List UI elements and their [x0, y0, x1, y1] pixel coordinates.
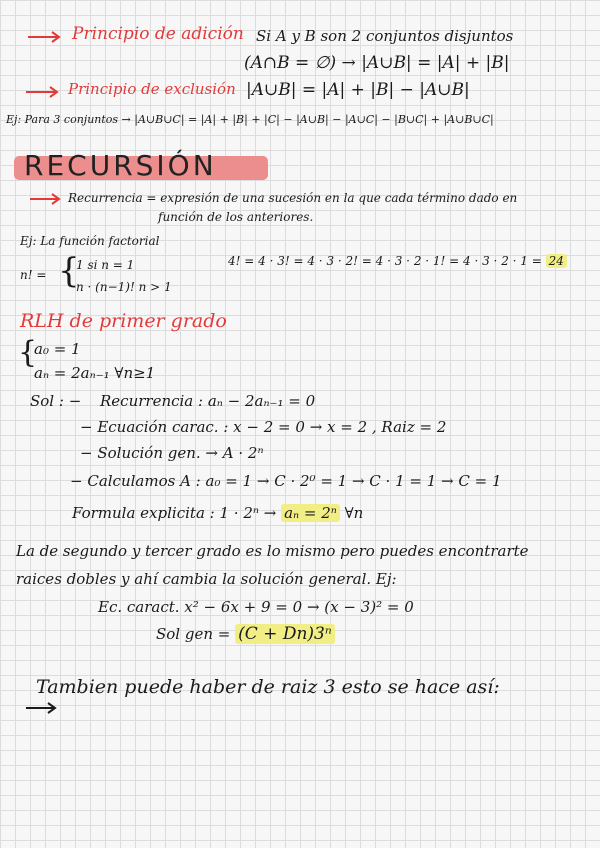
principio-adicion-formula: (A∩B = ∅) → |A∪B| = |A| + |B| — [244, 53, 510, 73]
principio-adicion-label: Principio de adición — [72, 24, 244, 44]
factorial-case-1: 1 si n = 1 — [76, 258, 135, 272]
ejemplo-tres-conjuntos: Ej: Para 3 conjuntos → |A∪B∪C| = |A| + |B| + |C| − |A∪B| − |A∪C| − |B∪C| + |A∪B∪C| — [6, 113, 494, 126]
ecuacion-caracteristica: Ec. caract. x² − 6x + 9 = 0 → (x − 3)² = 0 — [98, 598, 414, 616]
rlh-title: RLH de primer grado — [20, 310, 227, 332]
grado-2-texto-1: La de segundo y tercer grado es lo mismo pero puedes encontrarte — [16, 542, 529, 560]
system-brace: { — [18, 335, 38, 370]
formula-explicita-result: aₙ = 2ⁿ — [281, 504, 340, 522]
formula-explicita — [72, 504, 363, 522]
solucion-ecuacion: − Ecuación carac. : x − 2 = 0 → x = 2 , Raiz = 2 — [80, 418, 447, 436]
solucion-general-2 — [156, 624, 335, 644]
solucion-general-2-result: (C + Dn)3ⁿ — [235, 624, 335, 644]
recurrencia-definicion-1: Recurrencia = expresión de una sucesión en la que cada término dado en — [68, 191, 518, 205]
formula-explicita-tail: ∀n — [344, 504, 364, 522]
factorial-brace: { — [58, 251, 80, 291]
solucion-calculo: − Calculamos A : a₀ = 1 → C · 2⁰ = 1 → C · 1 = 1 → C = 1 — [70, 472, 502, 490]
principio-exclusion-label: Principio de exclusión — [68, 80, 236, 98]
factorial-case-2: n · (n−1)! n > 1 — [76, 280, 172, 294]
solucion-general: − Solución gen. → A · 2ⁿ — [80, 444, 264, 462]
section-title: RECURSIÓN — [24, 149, 217, 182]
solucion-label: Sol : − — [30, 392, 82, 410]
solucion-recurrencia: Recurrencia : aₙ − 2aₙ₋₁ = 0 — [100, 392, 316, 410]
factorial-lhs: n! = — [20, 268, 47, 282]
grado-2-texto-2: raices dobles y ahí cambia la solución general. Ej: — [16, 570, 397, 588]
recurrencia-definicion-2: función de los anteriores. — [158, 210, 314, 224]
factorial-result: 24 — [546, 254, 567, 268]
principio-adicion-text: Si A y B son 2 conjuntos disjuntos — [256, 27, 514, 45]
solucion-general-2-label: Sol gen = — [156, 625, 231, 643]
arrow-icon — [28, 32, 64, 42]
arrow-icon — [26, 87, 62, 97]
factorial-example — [228, 254, 567, 268]
tambien-texto: Tambien puede haber de raiz 3 esto se hace así: — [36, 676, 500, 698]
arrow-icon — [30, 194, 64, 204]
ejemplo-factorial: Ej: La función factorial — [20, 234, 160, 248]
formula-explicita-label: Formula explicita : 1 · 2ⁿ → — [72, 504, 277, 522]
arrow-icon — [26, 703, 60, 713]
system-a0: a₀ = 1 — [34, 340, 81, 358]
factorial-example-text: 4! = 4 · 3! = 4 · 3 · 2! = 4 · 3 · 2 · 1! = 4 · 3 · 2 · 1 = — [228, 254, 542, 268]
system-an: aₙ = 2aₙ₋₁ ∀n≥1 — [34, 364, 156, 382]
principio-exclusion-formula: |A∪B| = |A| + |B| − |A∪B| — [246, 80, 470, 100]
